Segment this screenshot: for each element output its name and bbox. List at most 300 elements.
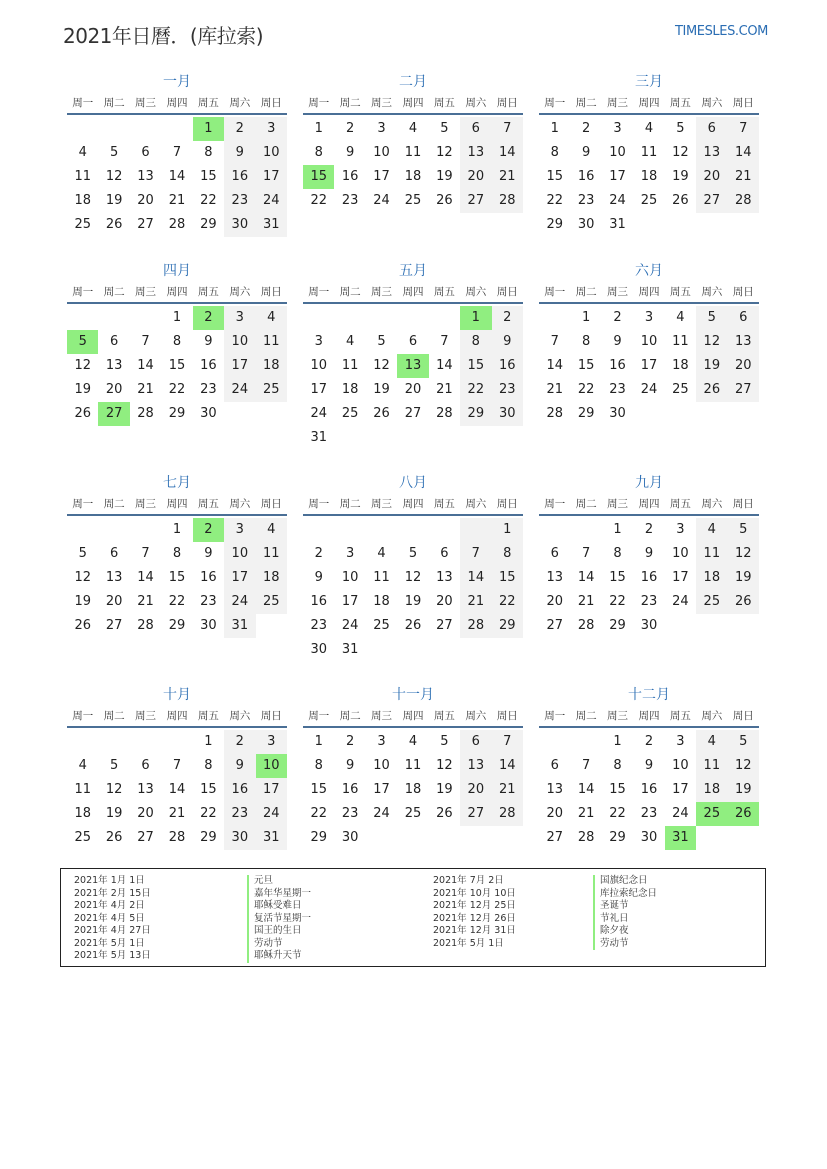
day-cell: 11: [640, 145, 658, 160]
weekday-label: 周六: [229, 498, 251, 510]
day-cell: 20: [546, 806, 563, 821]
day-cell: 20: [105, 594, 123, 609]
day-cell: 28: [168, 830, 186, 845]
day-cell: 29: [168, 406, 186, 421]
day-cell: 15: [200, 782, 217, 797]
day-cell: 15: [200, 169, 217, 184]
empty-day-cell: [429, 518, 460, 542]
day-cell: 16: [640, 570, 658, 585]
day-cell: 28: [460, 614, 491, 638]
weekday-label: 周五: [433, 286, 455, 298]
day-cell: 26: [74, 618, 91, 633]
day-cell: 24: [256, 802, 287, 826]
day-cell: 21: [168, 806, 186, 821]
day-cell: 7: [581, 546, 591, 561]
weekday-label: 周日: [496, 286, 518, 298]
day-cell: 29: [310, 830, 327, 845]
day-grid: [539, 117, 759, 237]
holiday-day-cell: 10: [256, 754, 287, 778]
day-cell: 30: [609, 406, 626, 421]
month-name: 二月: [399, 74, 427, 90]
holiday-date: 2021年 2月 15日: [74, 887, 151, 899]
empty-day-cell: [570, 730, 601, 754]
page-title: 2021年日曆．(库拉索): [63, 24, 264, 48]
day-cell: 4: [408, 121, 418, 136]
holiday-name: 复活节星期一: [247, 913, 311, 926]
day-cell: 14: [168, 169, 186, 184]
weekday-header: [539, 283, 759, 304]
day-grid: [67, 117, 287, 237]
day-cell: 15: [168, 358, 186, 373]
day-cell: 19: [436, 782, 453, 797]
day-cell: 31: [224, 614, 255, 638]
day-cell: 6: [550, 546, 559, 561]
day-cell: 29: [168, 618, 186, 633]
weekday-label: 周五: [197, 97, 219, 109]
day-cell: 11: [341, 358, 359, 373]
day-cell: 2: [644, 522, 654, 537]
day-cell: 20: [137, 806, 154, 821]
month-name: 六月: [635, 263, 663, 279]
day-cell: 26: [105, 830, 123, 845]
day-cell: 31: [310, 430, 327, 445]
day-cell: 29: [546, 217, 563, 232]
day-cell: 26: [74, 406, 91, 421]
day-cell: 8: [613, 546, 622, 561]
day-cell: 30: [492, 402, 523, 426]
weekday-label: 周三: [135, 286, 157, 298]
day-cell: 6: [460, 117, 491, 141]
day-cell: 4: [78, 145, 87, 160]
weekday-label: 周六: [701, 97, 723, 109]
day-cell: 5: [696, 306, 727, 330]
day-cell: 24: [609, 193, 626, 208]
day-cell: 20: [404, 382, 422, 397]
weekday-label: 周三: [371, 498, 393, 510]
day-cell: 10: [341, 570, 359, 585]
day-cell: 20: [546, 594, 563, 609]
weekday-label: 周六: [465, 97, 487, 109]
day-cell: 6: [109, 546, 119, 561]
day-cell: 20: [460, 778, 491, 802]
day-cell: 28: [137, 406, 154, 421]
day-cell: 5: [109, 145, 119, 160]
day-cell: 15: [310, 782, 327, 797]
day-cell: 25: [696, 590, 727, 614]
holiday-date: 2021年 5月 1日: [74, 937, 145, 949]
day-cell: 22: [168, 382, 186, 397]
day-cell: 2: [224, 117, 255, 141]
empty-day-cell: [67, 306, 98, 330]
month-name: 八月: [399, 475, 427, 491]
day-cell: 23: [341, 193, 359, 208]
day-cell: 25: [256, 590, 287, 614]
day-cell: 18: [672, 358, 689, 373]
day-cell: 9: [644, 758, 654, 773]
day-cell: 7: [172, 145, 182, 160]
day-cell: 13: [137, 169, 154, 184]
day-cell: 9: [492, 330, 523, 354]
day-cell: 10: [310, 358, 327, 373]
weekday-label: 周四: [638, 498, 660, 510]
weekday-label: 周日: [496, 97, 518, 109]
day-cell: 1: [172, 310, 182, 325]
day-cell: 14: [728, 141, 759, 165]
day-cell: 31: [256, 826, 287, 850]
day-cell: 7: [172, 758, 182, 773]
weekday-header: [67, 283, 287, 304]
weekday-label: 周三: [371, 286, 393, 298]
weekday-label: 周三: [135, 498, 157, 510]
day-cell: 19: [696, 354, 727, 378]
day-cell: 11: [696, 542, 727, 566]
day-cell: 27: [728, 378, 759, 402]
day-cell: 31: [609, 217, 626, 232]
weekday-header: [539, 707, 759, 728]
month-6: [539, 261, 759, 426]
weekday-label: 周日: [732, 97, 754, 109]
day-cell: 2: [613, 310, 622, 325]
day-cell: 14: [492, 141, 523, 165]
weekday-label: 周五: [669, 710, 691, 722]
day-cell: 30: [341, 830, 359, 845]
weekday-label: 周二: [339, 97, 361, 109]
day-cell: 18: [640, 169, 658, 184]
day-cell: 7: [141, 334, 150, 349]
day-cell: 26: [436, 193, 453, 208]
day-cell: 6: [728, 306, 759, 330]
day-cell: 18: [404, 169, 422, 184]
month-8: [303, 473, 523, 662]
day-cell: 30: [200, 618, 217, 633]
holiday-date: 2021年 4月 27日: [74, 925, 151, 936]
day-cell: 3: [676, 522, 685, 537]
day-cell: 14: [492, 754, 523, 778]
weekday-header: [303, 707, 523, 728]
weekday-label: 周四: [166, 97, 188, 109]
month-1: [67, 72, 287, 237]
weekday-label: 周三: [135, 710, 157, 722]
day-cell: 30: [224, 213, 255, 237]
day-cell: 28: [492, 802, 523, 826]
month-12: [539, 685, 759, 850]
day-cell: 24: [224, 590, 255, 614]
day-cell: 10: [672, 758, 689, 773]
day-cell: 2: [224, 730, 255, 754]
day-cell: 26: [728, 590, 759, 614]
empty-day-cell: [161, 117, 192, 141]
month-2: [303, 72, 523, 213]
day-cell: 17: [373, 782, 390, 797]
day-cell: 22: [546, 193, 563, 208]
day-cell: 22: [310, 806, 327, 821]
weekday-label: 周日: [732, 710, 754, 722]
day-cell: 8: [204, 145, 213, 160]
weekday-label: 周二: [575, 498, 597, 510]
day-cell: 12: [696, 330, 727, 354]
weekday-label: 周六: [701, 498, 723, 510]
holiday-day-cell: 1: [460, 306, 491, 330]
weekday-label: 周一: [544, 97, 566, 109]
day-cell: 4: [696, 730, 727, 754]
day-cell: 14: [168, 782, 186, 797]
weekday-label: 周日: [260, 498, 282, 510]
day-cell: 11: [256, 542, 287, 566]
holiday-name: 嘉年华星期一: [247, 888, 311, 901]
day-cell: 14: [137, 570, 154, 585]
month-name: 一月: [163, 74, 191, 90]
weekday-label: 周六: [465, 498, 487, 510]
weekday-label: 周二: [575, 710, 597, 722]
day-cell: 22: [200, 806, 217, 821]
day-cell: 26: [105, 217, 123, 232]
empty-day-cell: [397, 306, 428, 330]
weekday-label: 周六: [229, 710, 251, 722]
day-cell: 10: [256, 141, 287, 165]
holiday-date: 2021年 4月 2日: [74, 900, 145, 911]
day-cell: 21: [137, 382, 154, 397]
day-cell: 3: [613, 121, 622, 136]
day-cell: 5: [728, 518, 759, 542]
day-cell: 13: [696, 141, 727, 165]
day-cell: 1: [172, 522, 182, 537]
weekday-label: 周五: [669, 286, 691, 298]
day-cell: 3: [224, 306, 255, 330]
day-cell: 25: [373, 618, 390, 633]
day-cell: 2: [644, 734, 654, 749]
weekday-label: 周四: [166, 498, 188, 510]
day-cell: 26: [672, 193, 689, 208]
day-cell: 12: [728, 542, 759, 566]
day-cell: 23: [640, 594, 658, 609]
weekday-header: [67, 94, 287, 115]
weekday-label: 周三: [371, 710, 393, 722]
day-cell: 27: [460, 189, 491, 213]
holiday-name: 耶稣升天节: [247, 950, 311, 963]
day-cell: 3: [345, 546, 355, 561]
weekday-label: 周三: [135, 97, 157, 109]
day-cell: 22: [609, 806, 626, 821]
day-cell: 16: [224, 165, 255, 189]
day-cell: 19: [74, 382, 91, 397]
day-cell: 1: [204, 734, 213, 749]
weekday-label: 周五: [197, 498, 219, 510]
day-cell: 16: [341, 169, 359, 184]
weekday-label: 周六: [701, 710, 723, 722]
day-cell: 9: [204, 546, 213, 561]
holiday-name: 劳动节: [247, 938, 311, 951]
day-cell: 24: [640, 382, 658, 397]
holiday-day-cell: 1: [193, 117, 224, 141]
weekday-label: 周日: [732, 286, 754, 298]
day-cell: 10: [373, 758, 390, 773]
weekday-label: 周三: [607, 286, 629, 298]
day-cell: 18: [696, 778, 727, 802]
holiday-name: 耶稣受难日: [247, 900, 311, 913]
day-cell: 23: [609, 382, 626, 397]
day-cell: 21: [577, 594, 595, 609]
day-cell: 2: [345, 734, 355, 749]
month-name: 五月: [399, 263, 427, 279]
month-name: 十二月: [628, 687, 670, 703]
day-grid: [539, 518, 759, 638]
weekday-label: 周一: [72, 710, 94, 722]
day-cell: 2: [492, 306, 523, 330]
day-cell: 21: [492, 165, 523, 189]
day-cell: 10: [640, 334, 658, 349]
weekday-header: [67, 707, 287, 728]
day-cell: 26: [373, 406, 390, 421]
month-name: 四月: [163, 263, 191, 279]
empty-day-cell: [539, 730, 570, 754]
day-cell: 6: [696, 117, 727, 141]
holiday-name: 节礼日: [593, 913, 657, 926]
holiday-day-cell: 26: [728, 802, 759, 826]
day-cell: 21: [137, 594, 154, 609]
day-cell: 7: [440, 334, 449, 349]
day-cell: 15: [609, 570, 626, 585]
day-cell: 7: [581, 758, 591, 773]
holiday-date: 2021年 12月 26日: [433, 912, 516, 924]
day-cell: 16: [200, 570, 217, 585]
day-cell: 20: [460, 165, 491, 189]
day-cell: 1: [314, 734, 323, 749]
day-cell: 21: [492, 778, 523, 802]
day-cell: 5: [377, 334, 386, 349]
empty-day-cell: [130, 730, 161, 754]
day-cell: 13: [460, 141, 491, 165]
day-cell: 6: [141, 758, 150, 773]
holiday-date: 2021年 5月 1日: [433, 937, 504, 949]
month-name: 十月: [163, 687, 191, 703]
holiday-day-cell: 27: [98, 402, 129, 426]
day-cell: 19: [436, 169, 453, 184]
weekday-label: 周二: [103, 710, 125, 722]
day-cell: 12: [105, 782, 123, 797]
day-cell: 11: [696, 754, 727, 778]
weekday-label: 周六: [701, 286, 723, 298]
empty-day-cell: [366, 518, 397, 542]
empty-day-cell: [334, 518, 365, 542]
day-cell: 3: [314, 334, 323, 349]
day-cell: 6: [550, 758, 559, 773]
day-cell: 27: [137, 217, 154, 232]
day-cell: 9: [345, 758, 355, 773]
day-cell: 27: [460, 802, 491, 826]
holiday-name: 元旦: [247, 875, 311, 888]
day-cell: 14: [460, 566, 491, 590]
day-cell: 18: [74, 193, 91, 208]
holiday-day-cell: 5: [67, 330, 98, 354]
day-cell: 4: [256, 306, 287, 330]
day-cell: 24: [672, 594, 689, 609]
day-cell: 25: [640, 193, 658, 208]
day-cell: 8: [613, 758, 622, 773]
day-cell: 19: [672, 169, 689, 184]
day-cell: 1: [550, 121, 559, 136]
weekday-label: 周五: [433, 97, 455, 109]
weekday-header: [539, 94, 759, 115]
weekday-label: 周一: [72, 97, 94, 109]
day-cell: 27: [436, 618, 453, 633]
day-cell: 9: [345, 145, 355, 160]
day-cell: 28: [436, 406, 453, 421]
weekday-label: 周四: [402, 286, 424, 298]
weekday-header: [539, 495, 759, 516]
day-cell: 23: [640, 806, 658, 821]
day-cell: 1: [581, 310, 591, 325]
day-cell: 10: [672, 546, 689, 561]
day-cell: 17: [256, 778, 287, 802]
day-cell: 15: [609, 782, 626, 797]
day-cell: 23: [310, 618, 327, 633]
day-cell: 3: [676, 734, 685, 749]
day-cell: 28: [546, 406, 563, 421]
empty-day-cell: [130, 117, 161, 141]
weekday-label: 周三: [371, 97, 393, 109]
day-cell: 9: [613, 334, 622, 349]
holiday-dates-left: [74, 875, 151, 963]
empty-day-cell: [67, 518, 98, 542]
day-cell: 24: [373, 193, 390, 208]
empty-day-cell: [303, 306, 334, 330]
day-cell: 12: [436, 145, 453, 160]
weekday-label: 周四: [402, 498, 424, 510]
day-grid: [67, 730, 287, 850]
day-cell: 9: [644, 546, 654, 561]
holiday-date: 2021年 5月 13日: [74, 950, 151, 961]
day-cell: 20: [137, 193, 154, 208]
day-cell: 28: [168, 217, 186, 232]
day-cell: 9: [314, 570, 323, 585]
weekday-label: 周二: [339, 286, 361, 298]
month-3: [539, 72, 759, 237]
day-cell: 17: [224, 354, 255, 378]
day-cell: 15: [168, 570, 186, 585]
day-cell: 12: [436, 758, 453, 773]
day-cell: 2: [581, 121, 591, 136]
day-cell: 26: [696, 378, 727, 402]
day-cell: 29: [200, 217, 217, 232]
day-grid: [303, 730, 523, 850]
holiday-name: 劳动节: [593, 938, 657, 951]
day-cell: 14: [577, 570, 595, 585]
month-7: [67, 473, 287, 638]
day-cell: 18: [256, 354, 287, 378]
day-cell: 24: [672, 806, 689, 821]
holiday-name: 圣诞节: [593, 900, 657, 913]
day-cell: 25: [404, 193, 422, 208]
holiday-date: 2021年 4月 5日: [74, 912, 145, 924]
day-cell: 8: [314, 758, 323, 773]
day-cell: 8: [581, 334, 591, 349]
holiday-date: 2021年 12月 25日: [433, 900, 516, 911]
weekday-header: [303, 94, 523, 115]
day-cell: 25: [672, 382, 689, 397]
day-cell: 27: [404, 406, 422, 421]
day-cell: 9: [224, 754, 255, 778]
day-cell: 7: [492, 730, 523, 754]
day-cell: 3: [256, 117, 287, 141]
holiday-name: 国旗纪念日: [593, 875, 657, 888]
day-cell: 5: [440, 734, 449, 749]
day-cell: 2: [345, 121, 355, 136]
day-cell: 22: [492, 590, 523, 614]
day-cell: 24: [256, 189, 287, 213]
weekday-label: 周一: [308, 97, 330, 109]
site-link[interactable]: TIMESLES.COM: [674, 24, 768, 39]
day-cell: 6: [460, 730, 491, 754]
